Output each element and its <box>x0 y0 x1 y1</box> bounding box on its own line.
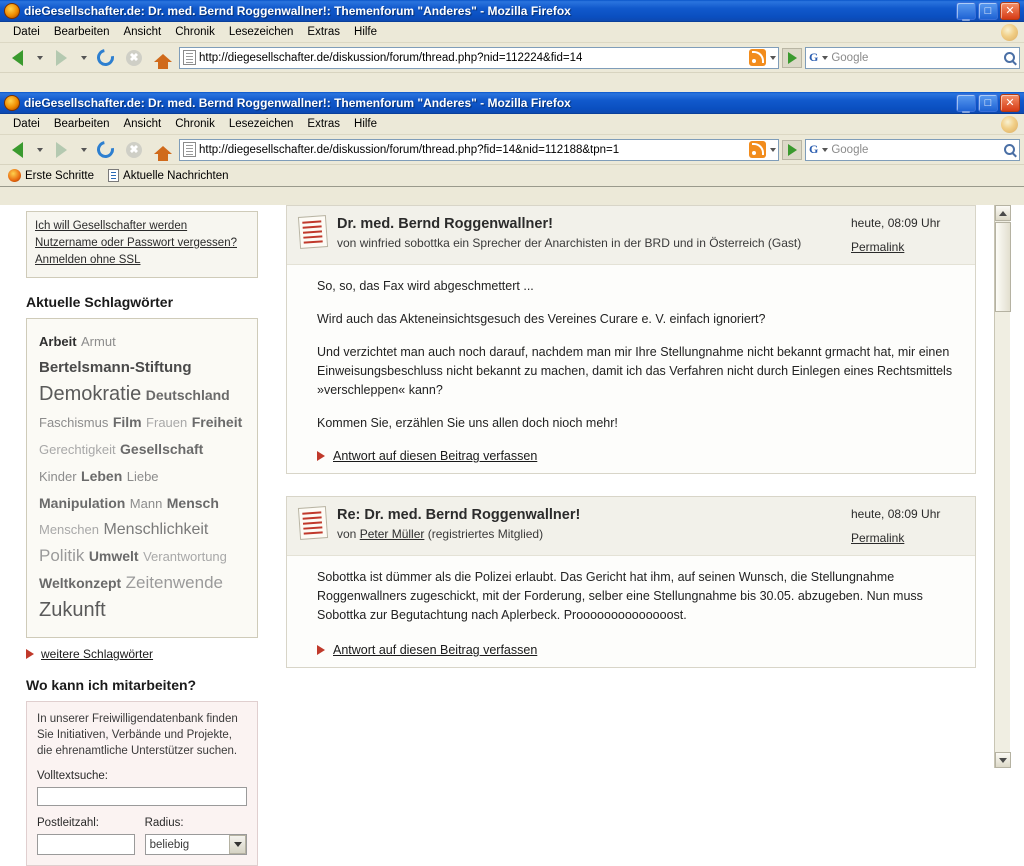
search-bar-window1[interactable] <box>805 47 1020 69</box>
stop-icon: ✖ <box>126 50 142 66</box>
page-viewport[interactable] <box>0 205 1024 851</box>
post-timestamp: heute, 08:09 Uhr <box>851 507 941 521</box>
post-document-icon <box>298 215 328 249</box>
chevron-down-icon <box>234 842 242 847</box>
back-dropdown[interactable] <box>33 46 45 70</box>
titlebar-window2[interactable] <box>0 92 1024 114</box>
home-button[interactable] <box>150 138 176 162</box>
bookmarks-toolbar[interactable] <box>0 165 1024 187</box>
stop-icon: ✖ <box>126 142 142 158</box>
scroll-up-button[interactable] <box>995 205 1011 221</box>
post-title: Re: Dr. med. Bernd Roggenwallner! <box>337 507 581 523</box>
search-icon[interactable] <box>1004 144 1015 155</box>
bookmark-aktuelle-nachrichten[interactable] <box>108 169 228 182</box>
search-icon[interactable] <box>1004 52 1015 63</box>
rss-feed-icon[interactable] <box>749 141 766 158</box>
close-glyph: ✕ <box>1005 4 1015 17</box>
post-document-icon <box>298 506 328 540</box>
radius-select-wrap[interactable] <box>145 834 247 855</box>
post-author-line <box>337 235 841 252</box>
menu-ansicht[interactable]: Ansicht <box>123 26 162 38</box>
firefox-bookmark-icon <box>8 169 21 182</box>
chevron-down-icon <box>81 148 87 152</box>
chevron-down-icon[interactable] <box>770 148 776 152</box>
link-forgot-password[interactable]: Nutzername oder Passwort vergessen? <box>35 237 237 249</box>
fulltext-search-input[interactable] <box>37 787 247 806</box>
post-paragraph: So, so, das Fax wird abgeschmettert ... <box>317 279 534 293</box>
tag-item[interactable]: Politik <box>39 546 85 565</box>
go-arrow-icon <box>788 52 797 64</box>
search-bar-window2[interactable] <box>805 139 1020 161</box>
search-input-window1[interactable]: Google <box>831 51 869 64</box>
tag-item[interactable]: Weltkonzept <box>39 575 122 591</box>
minimize-glyph: _ <box>962 5 970 21</box>
tag-cloud[interactable] <box>26 318 258 638</box>
volunteer-description: In unserer Freiwilligendatenbank finden Sie Initiativen, Verbände und Projekte, die ehrenamtliche Unterstützer suchen. <box>37 713 238 757</box>
forum-post <box>286 496 976 668</box>
tag-item[interactable]: Armut <box>81 334 116 349</box>
tag-item[interactable]: Liebe <box>126 469 159 484</box>
back-dropdown[interactable] <box>33 138 45 162</box>
fulltext-label: Volltextsuche: <box>37 770 108 782</box>
menu-hilfe[interactable]: Hilfe <box>354 26 378 38</box>
volunteer-search-box <box>26 701 258 866</box>
home-icon <box>154 146 172 154</box>
post-paragraph: Sobottka ist dümmer als die Polizei erlaubt. Das Gericht hat ihm, auf seinen Wunsch, die Stellungnahme Roggenwallners zugeschickt, mit der Forderung, selber eine Stellungnahme bis 30.05. abzugeben. Nun muss Sobottka zur Begutachtung nach Aplerbeck. Proooooooooooooost. <box>317 570 923 622</box>
radius-label: Radius: <box>144 817 184 829</box>
tag-item[interactable]: Frauen <box>146 415 188 430</box>
arrow-right-icon <box>26 649 34 659</box>
radius-select-arrow[interactable] <box>229 835 246 854</box>
post-title: Dr. med. Bernd Roggenwallner! <box>337 216 553 232</box>
reload-button[interactable] <box>92 46 118 70</box>
menubar-window2[interactable] <box>0 114 1024 135</box>
go-button[interactable] <box>782 140 802 160</box>
tag-item[interactable]: Demokratie <box>39 383 142 405</box>
home-button[interactable] <box>150 46 176 70</box>
reply-row[interactable] <box>287 447 975 473</box>
plz-input[interactable] <box>37 834 135 855</box>
menu-extras[interactable]: Extras <box>307 26 341 38</box>
tag-item[interactable]: Arbeit <box>39 334 77 349</box>
navigation-toolbar-window1[interactable] <box>0 43 1024 73</box>
tag-item[interactable]: Film <box>112 414 142 430</box>
titlebar-window1[interactable] <box>0 0 1024 22</box>
firefox-logo-icon <box>1001 116 1018 133</box>
back-arrow-icon <box>12 142 23 158</box>
back-button[interactable] <box>4 138 30 162</box>
tag-item[interactable]: Zeitenwende <box>125 573 223 592</box>
reload-button[interactable] <box>92 138 118 162</box>
back-button[interactable] <box>4 46 30 70</box>
stop-button[interactable] <box>121 46 147 70</box>
arrow-right-icon <box>317 645 325 655</box>
post-author: winfried sobottka ein Sprecher der Anarchisten in der BRD und in Österreich (Gast) <box>359 236 802 250</box>
menu-bearbeiten[interactable]: Bearbeiten <box>53 26 110 38</box>
reply-link[interactable]: Antwort auf diesen Beitrag verfassen <box>333 449 538 463</box>
back-arrow-icon <box>12 50 23 66</box>
post-paragraph: Und verzichtet man auch noch darauf, nachdem man mir Ihre Stellungnahme nicht bekannt grmacht hat, mir einen Einweisungsbeschluss nicht bekannt zu machen, damit ich das Verfahren nicht durch Einlegen eines Rechtsmittels »verschleppen« kann? <box>317 345 953 397</box>
more-tags-link[interactable]: weitere Schlagwörter <box>41 647 154 661</box>
link-login-without-ssl[interactable]: Anmelden ohne SSL <box>35 254 141 266</box>
rss-feed-icon[interactable] <box>749 49 766 66</box>
author-prefix: von <box>337 527 357 541</box>
tag-item[interactable]: Deutschland <box>145 387 230 403</box>
close-button[interactable] <box>1000 94 1020 112</box>
news-bookmark-icon <box>108 169 119 182</box>
url-bar-window1[interactable] <box>179 47 779 69</box>
home-icon <box>154 54 172 62</box>
post-paragraph: Kommen Sie, erzählen Sie uns allen doch nioch mehr! <box>317 416 618 430</box>
go-arrow-icon <box>788 144 797 156</box>
url-bar-window2[interactable] <box>179 139 779 161</box>
scrollbar-thumb[interactable] <box>995 222 1011 312</box>
tag-item[interactable]: Leben <box>81 468 123 484</box>
navigation-toolbar-window2[interactable] <box>0 135 1024 165</box>
minimize-glyph: _ <box>962 97 970 113</box>
tag-item[interactable]: Faschismus <box>39 415 109 430</box>
tag-item[interactable]: Kinder <box>39 469 77 484</box>
forward-arrow-icon <box>56 50 67 66</box>
post-header <box>287 206 975 265</box>
chevron-down-icon <box>37 56 43 60</box>
menu-hilfe[interactable]: Hilfe <box>354 118 378 130</box>
arrow-down-icon <box>999 758 1007 763</box>
tag-item[interactable]: Menschlichkeit <box>103 521 209 538</box>
chevron-down-icon <box>37 148 43 152</box>
bookmark-label: Aktuelle Nachrichten <box>123 169 229 182</box>
search-input-window2[interactable]: Google <box>831 143 869 156</box>
menu-lesezeichen[interactable]: Lesezeichen <box>228 118 294 130</box>
forward-arrow-icon <box>56 142 67 158</box>
vertical-scrollbar[interactable] <box>994 205 1010 768</box>
tag-item[interactable]: Zukunft <box>39 599 106 621</box>
maximize-button[interactable] <box>978 94 998 112</box>
bookmark-erste-schritte[interactable] <box>8 169 94 182</box>
post-header <box>287 497 975 556</box>
firefox-icon <box>4 3 20 19</box>
chevron-down-icon[interactable] <box>822 56 828 60</box>
tag-item[interactable]: Mensch <box>166 495 219 511</box>
close-glyph: ✕ <box>1005 96 1015 109</box>
menu-bearbeiten[interactable]: Bearbeiten <box>53 118 110 130</box>
post-body <box>287 265 975 447</box>
menu-chronik[interactable]: Chronik <box>175 26 215 38</box>
author-suffix: (registriertes Mitglied) <box>427 527 544 541</box>
post-paragraph: Wird auch das Akteneinsichtsgesuch des Vereines Curare e. V. einfach ignoriert? <box>317 312 766 326</box>
reply-row[interactable] <box>287 641 975 667</box>
menu-extras[interactable]: Extras <box>307 118 341 130</box>
chevron-down-icon <box>81 56 87 60</box>
permalink-link[interactable]: Permalink <box>851 240 905 254</box>
page-icon <box>183 50 196 65</box>
menu-chronik[interactable]: Chronik <box>175 118 215 130</box>
window2-controls <box>956 94 1022 112</box>
tag-item[interactable]: Gesellschaft <box>120 441 204 457</box>
tags-heading: Aktuelle Schlagwörter <box>26 294 174 310</box>
menu-datei[interactable]: Datei <box>13 118 40 130</box>
url-text-window1[interactable]: http://diegesellschafter.de/diskussion/forum/thread.php?nid=112224&fid=14 <box>199 51 583 64</box>
window1-title: dieGesellschafter.de: Dr. med. Bernd Roggenwallner!: Themenforum "Anderes" - Mozilla Firefox <box>24 3 571 18</box>
sidebar <box>0 205 272 866</box>
tag-item[interactable]: Gerechtigkeit <box>39 442 116 457</box>
tag-item[interactable]: Manipulation <box>39 495 126 511</box>
menubar-window1[interactable] <box>0 22 1024 43</box>
google-icon: G <box>809 142 819 156</box>
window1-controls <box>956 2 1022 20</box>
forum-thread <box>286 205 976 690</box>
forward-dropdown[interactable] <box>77 46 89 70</box>
post-author-link[interactable]: Peter Müller <box>359 527 425 541</box>
forward-button[interactable] <box>48 46 74 70</box>
maximize-glyph: □ <box>984 4 992 17</box>
scroll-down-button[interactable] <box>995 752 1011 768</box>
firefox-icon <box>4 95 20 111</box>
chevron-down-icon[interactable] <box>770 56 776 60</box>
firefox-window-background[interactable] <box>0 0 1024 92</box>
mitarbeiten-heading: Wo kann ich mitarbeiten? <box>26 677 197 693</box>
tag-item[interactable]: Menschen <box>39 522 99 537</box>
forum-post <box>286 205 976 474</box>
menu-lesezeichen[interactable]: Lesezeichen <box>228 26 294 38</box>
author-prefix: von <box>337 236 357 250</box>
bookmark-label: Erste Schritte <box>25 169 95 182</box>
reload-icon <box>93 138 117 162</box>
post-side-meta <box>851 216 961 254</box>
plz-radius-row <box>37 815 247 855</box>
more-tags-row[interactable] <box>26 647 258 661</box>
window2-title: dieGesellschafter.de: Dr. med. Bernd Roggenwallner!: Themenforum "Anderes" - Mozilla Firefox <box>24 95 571 110</box>
radius-select[interactable]: beliebig <box>145 834 247 855</box>
reload-icon <box>93 46 117 70</box>
page-icon <box>183 142 196 157</box>
chevron-down-icon[interactable] <box>822 148 828 152</box>
plz-label: Postleitzahl: <box>37 817 100 829</box>
tag-item[interactable]: Mann <box>129 496 163 511</box>
arrow-right-icon <box>317 451 325 461</box>
post-author-line <box>337 526 841 543</box>
url-text-window2[interactable]: http://diegesellschafter.de/diskussion/forum/thread.php?fid=14&nid=112188&tpn=1 <box>199 143 620 156</box>
forward-button[interactable] <box>48 138 74 162</box>
minimize-button[interactable] <box>956 94 976 112</box>
forward-dropdown[interactable] <box>77 138 89 162</box>
reply-link[interactable]: Antwort auf diesen Beitrag verfassen <box>333 643 538 657</box>
menu-datei[interactable]: Datei <box>13 26 40 38</box>
close-button[interactable] <box>1000 2 1020 20</box>
firefox-logo-icon <box>1001 24 1018 41</box>
menu-ansicht[interactable]: Ansicht <box>123 118 162 130</box>
tag-item[interactable]: Freiheit <box>191 414 243 430</box>
link-register[interactable]: Ich will Gesellschafter werden <box>35 220 188 232</box>
arrow-up-icon <box>999 211 1007 216</box>
tag-item[interactable]: Bertelsmann-Stiftung <box>39 359 192 376</box>
go-button[interactable] <box>782 48 802 68</box>
post-side-meta <box>851 507 961 545</box>
post-timestamp: heute, 08:09 Uhr <box>851 216 941 230</box>
post-body <box>287 556 975 641</box>
minimize-button[interactable] <box>956 2 976 20</box>
maximize-button[interactable] <box>978 2 998 20</box>
maximize-glyph: □ <box>984 96 992 109</box>
tag-item[interactable]: Verantwortung <box>143 549 227 564</box>
google-icon: G <box>809 50 819 64</box>
tag-item[interactable]: Umwelt <box>88 548 139 564</box>
login-links-box <box>26 211 258 278</box>
stop-button[interactable] <box>121 138 147 162</box>
permalink-link[interactable]: Permalink <box>851 531 905 545</box>
